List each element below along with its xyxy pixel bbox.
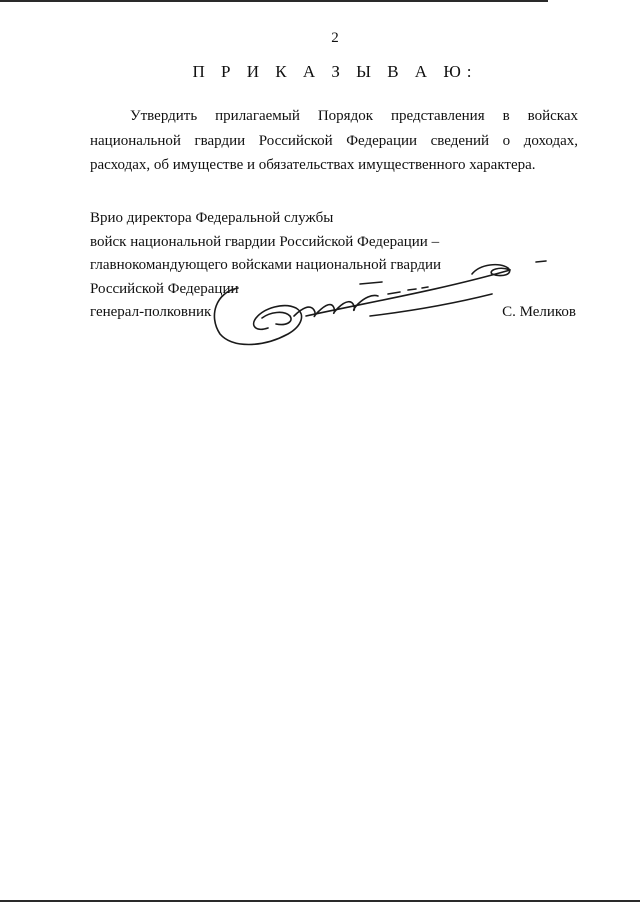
signature-curl-stroke	[262, 312, 291, 324]
signature-sweep-stroke	[306, 270, 510, 316]
position-line-3: главнокомандующего войсками национальной гвардии	[90, 257, 442, 273]
signer-rank: генерал-полковник	[90, 304, 212, 320]
position-line-4: Российской Федерации	[90, 280, 239, 297]
order-heading: П Р И К А З Ы В А Ю:	[192, 62, 478, 81]
signature-dash-stroke-4	[422, 287, 428, 288]
signature-dash-stroke-3	[408, 289, 416, 290]
handwritten-signature	[210, 254, 555, 354]
signature-dash-stroke-2	[388, 292, 400, 294]
signature-tick-stroke	[536, 261, 546, 262]
signature-loop-stroke	[214, 288, 301, 345]
position-line-2: войск национальной гвардии Российской Федерации –	[90, 233, 440, 250]
page-number: 2	[331, 30, 339, 46]
signature-flourish-stroke	[472, 265, 510, 276]
signer-name: С. Меликов	[502, 304, 576, 320]
signature-zigzag-stroke	[294, 295, 378, 316]
signature-dash-stroke-1	[360, 282, 382, 284]
bottom-border-line	[0, 900, 640, 902]
order-body-text: Утвердить прилагаемый Порядок представления в войсках национальной гвардии Российской Федерации сведений о доходах, расходах, об имуществе и обязательствах имущественного характера.	[90, 108, 578, 173]
position-line-1: Врио директора Федеральной службы	[90, 210, 334, 226]
signature-underline-stroke	[370, 294, 492, 316]
top-border-line	[0, 0, 548, 2]
